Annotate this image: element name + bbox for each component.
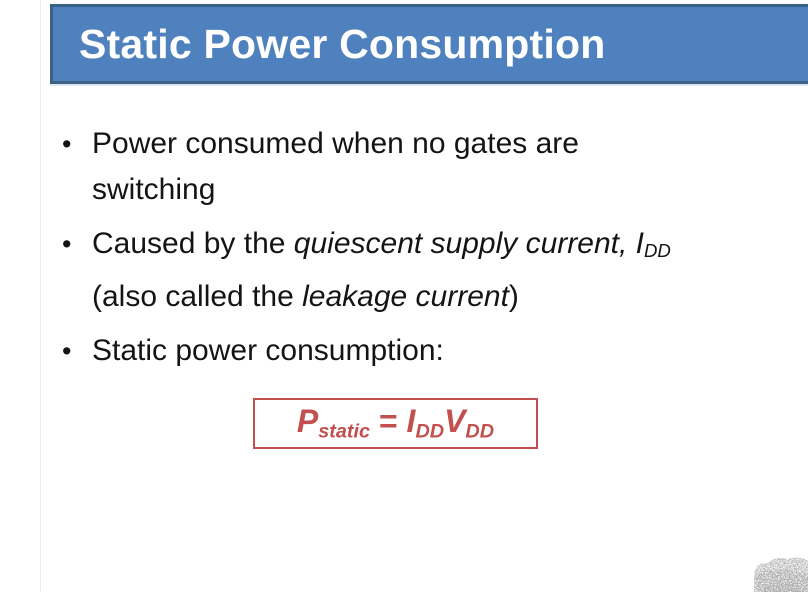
bullet-text-line: [92, 121, 798, 167]
bullet-text-line: [92, 221, 798, 274]
text-segment: V: [444, 403, 466, 440]
bullet-text-line: [92, 167, 798, 213]
bullet-text-line: [92, 274, 798, 320]
text-segment: I: [406, 403, 416, 440]
bullet-list: [62, 121, 798, 382]
bullet-item: [62, 121, 798, 213]
text-segment: Static power consumption:: [92, 334, 444, 368]
formula-text: [297, 403, 494, 444]
subscript-text: DD: [465, 420, 495, 443]
text-segment: P: [296, 403, 319, 440]
bullet-icon: •: [62, 336, 72, 367]
bullet-text-line: [92, 328, 798, 374]
bullet-icon: •: [62, 229, 72, 259]
text-segment: Caused by the: [92, 227, 294, 260]
text-segment: switching: [92, 173, 216, 206]
text-segment: =: [370, 403, 407, 440]
text-segment: Power consumed when no gates are: [92, 127, 579, 160]
text-segment: quiescent supply current, I: [293, 227, 644, 260]
title-bar: [50, 4, 808, 84]
bullet-text: [92, 328, 798, 374]
text-segment: ): [508, 280, 519, 314]
subscript-text: DD: [643, 240, 671, 262]
static-power-formula-box: [253, 398, 538, 449]
bullet-text: [92, 221, 798, 320]
subscript-text: DD: [415, 420, 445, 443]
text-segment: (also called the: [92, 280, 303, 314]
slide-edge-line: [40, 0, 41, 592]
subscript-text: static: [318, 420, 371, 443]
page-title: Static Power Consumption: [79, 20, 606, 67]
text-segment: leakage current: [302, 280, 509, 314]
bullet-item: [62, 328, 798, 374]
bullet-icon: •: [62, 129, 72, 159]
tree-engraving-image: [740, 550, 808, 592]
bullet-item: [62, 221, 798, 320]
bullet-text: [92, 121, 798, 213]
